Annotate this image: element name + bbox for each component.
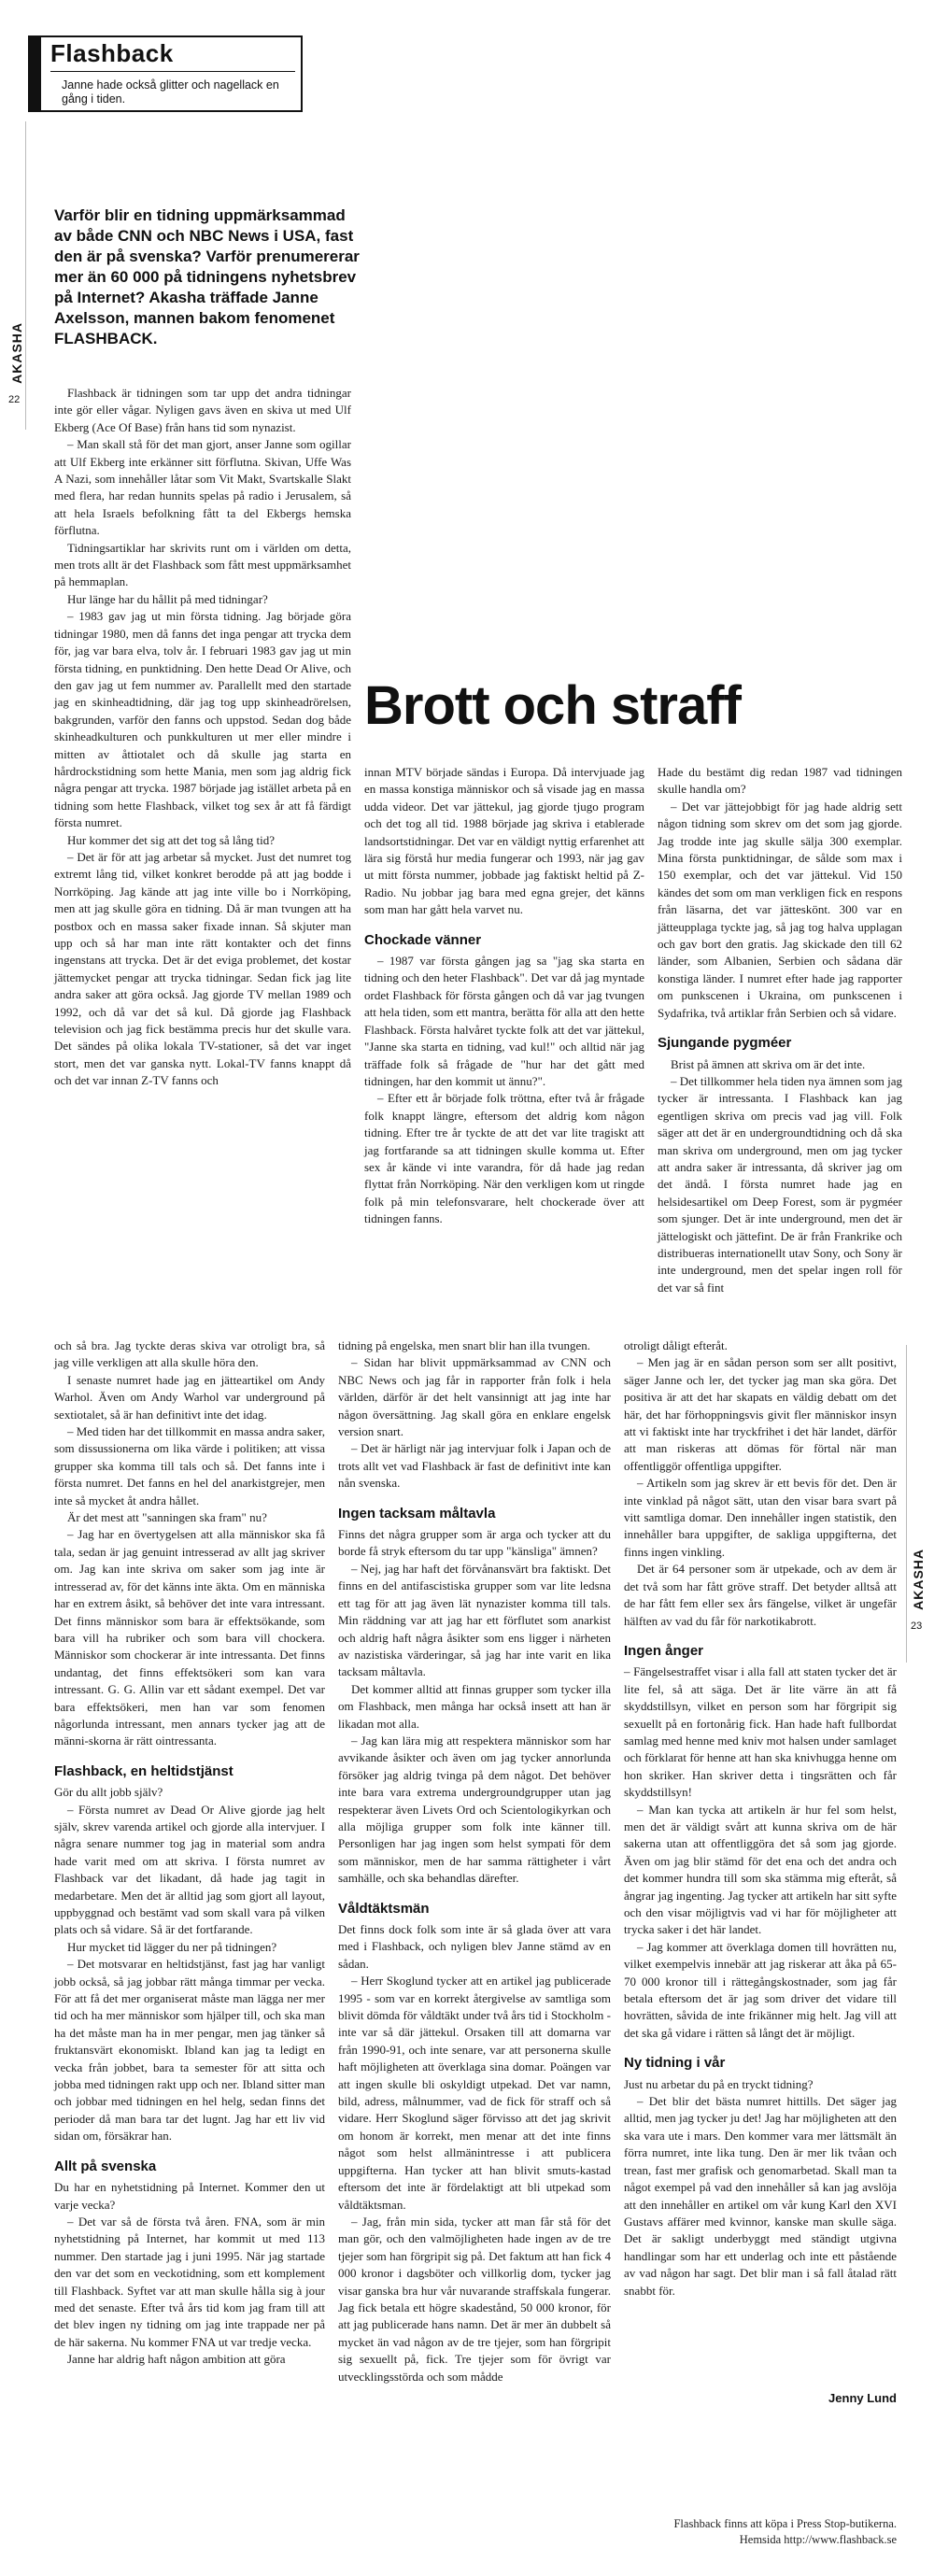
paragraph: – Det var jättejobbigt för jag hade aldrig sett någon tidning som skrev om det som jag gjorde. Jag trodde inte jag skulle sälja 300 exemplar. Mina första punktidningar, de sålde som max i 150 exemplar, och det var jättekul. Vid 150 kändes det som om man verkligen fick en respons från läsarna, det var jätteskönt. 300 var en jätteupplaga tyckte jag, så jag tog halva upplagan och gav bort den gratis. Jag skickade den till 62 länder, som Albanien, Serbien och sådana där konstiga länder. I numret efter hade jag rapporter om punkscenen i Ukraina, om punkscenen i Sydafrika, två artiklar från Serbien och så vidare. xyxy=(658,799,902,1020)
paragraph: Hade du bestämt dig redan 1987 vad tidningen skulle handla om? xyxy=(658,765,902,797)
paragraph: – Första numret av Dead Or Alive gjorde jag helt själv, skrev varenda artikel och gjorde alla intervjuer. I några senare nummer tog jag in material som andra hade varit med om att skriva. I första numret av Flashback var det likadant, då hade jag tagit in medarbetare. Men det är alltid jag som gjort all layout, uppbyggnad och bestämt vad som skall vara på vilken plats och så vidare. Så är det fortfarande. xyxy=(54,1802,325,1937)
author-credit: Jenny Lund xyxy=(828,2391,897,2405)
page-number-left: 22 xyxy=(8,394,21,405)
paragraph: otroligt dåligt efteråt. xyxy=(624,1338,728,1352)
paragraph: Flashback är tidningen som tar upp det andra tidningar inte gör eller vågar. Nyligen gavs även en skiva ut med Ulf Ekberg (Ace Of Base) från hans tid som nynazist. xyxy=(54,386,351,434)
paragraph: Hur mycket tid lägger du ner på tidningen? xyxy=(67,1939,277,1954)
header-divider xyxy=(50,71,295,72)
subheading: Ingen tacksam måltavla xyxy=(338,1505,496,1522)
paragraph: – Det är härligt när jag intervjuar folk i Japan och de trots allt vet vad Flashback är fast de definitivt inte kan nån svenska. xyxy=(338,1441,611,1491)
paragraph: – Fängelsestraffet visar i alla fall att staten tycker det är lite fel, så att säga. Det är lite värre än att få skyddstillsyn, vilket en person som har förgripit sig sexuellt på en fortonårig fick. Han hade haft fullbordat samlag med henne med kniv mot halsen under samlaget och förklarat för henne att han ska knivhugga henne om hon skriker. Han skriver detta i tingsrätten och får skyddstillsyn! xyxy=(624,1664,897,1800)
article-column-1 xyxy=(54,385,351,1090)
paragraph: – Nej, jag har haft det förvånansvärt bra faktiskt. Det finns en del antifascistiska grupper som var lite ledsna ett tag för att jag även lät nynazister komma till tals. Min räddning var att jag har ett förflutet som anarkist och aldrig haft några åsikter som ens ligger i närheten av nazistiska värderingar, så jag har inte varit en lika tacksam måltavla. xyxy=(338,1561,611,1679)
paragraph: – Artikeln som jag skrev är ett bevis för det. Den är inte vinklad på något sätt, utan den visar bara svart på vitt samtliga domar. Den innehåller ingen statistik, den innehåller bara uppgifter, de sakliga uppgifterna, det finns ingen vinkling. xyxy=(624,1476,897,1559)
paragraph: Tidningsartiklar har skrivits runt om i världen om detta, men trots allt är det Flashback som fått mest uppmärksamhet på hemmaplan. xyxy=(54,540,351,589)
section-header xyxy=(28,35,303,112)
paragraph: – Herr Skoglund tycker att en artikel jag publicerade 1995 - som var en korrekt återgivelse av samtliga som blivit dömda för våldtäkt under två års tid i Stockholm - inte var så där jättekul. Orsaken till att domarna var från 1990-91, och inte senare, var att personerna skulle haft möjligheten att överklaga sina domar. Poängen var att ingen skulle bli oskyldigt utpekad. Det var namn, bild, adress, målnummer, vad de fick för straff och så vidare. Herr Skoglund säger förvisso att det jag skrivit om honom är korrekt, men menar att det inte finns något som helst allmänintresse i att publicera uppgifterna. Han tycker att han blivit smuts-kastad eftersom det inte är fördelaktigt att bli utpekad som våldtäktsman. xyxy=(338,1974,611,2212)
paragraph: Brist på ämnen att skriva om är det inte. xyxy=(671,1056,866,1071)
subheading: Chockade vänner xyxy=(364,931,482,948)
paragraph: Hur kommer det sig att det tog så lång tid? xyxy=(67,832,276,847)
page-number-right: 23 xyxy=(911,1621,923,1632)
paragraph: Hur länge har du hållit på med tidningar? xyxy=(67,591,268,606)
article-column-2 xyxy=(364,764,644,1228)
article-column-6 xyxy=(624,1338,897,2300)
paragraph: Är det mest att "sanningen ska fram" nu? xyxy=(67,1510,267,1525)
subheading: Flashback, en heltidstjänst xyxy=(54,1762,234,1779)
paragraph: – Det är för att jag arbetar så mycket. Just det numret tog extremt lång tid, vilket konkret berodde på att jag bodde i Norrköping. Jag kände att jag inte ville bo i Norrköping, men att jag skulle göra en tidning. Då är man tvungen att ha postbox och en massa saker fixade innan. Så skjuter man upp och så har man inte rätt kontakter och det finns ingenstans att trycka. Det är det eviga problemet, det kostar jättemycket pengar att trycka tidningar. Sedan fick jag lite andra saker att göra också. Jag gjorde TV mellan 1989 och 1992, och då var det så kul. Då gjorde jag Flashback television och jag fick bestämma precis hur det skulle vara. Det sändes på olika lokala TV-stationer, så det var inget stort, men det var ganska nytt. Lokal-TV fanns knappt då och det var innan Z-TV fanns och xyxy=(54,849,351,1088)
paragraph: – Sidan har blivit uppmärksammad av CNN och NBC News och jag får in rapporter från folk i hela världen, därför är det helt vansinnigt att jag inte har någon översättning. Jag skall göra en enklare engelsk version snart. xyxy=(338,1355,611,1439)
paragraph: Gör du allt jobb själv? xyxy=(54,1785,163,1800)
paragraph: – Efter ett år började folk tröttna, efter två år frågade folk knappt längre, eftersom det aldrig kom någon tidning. Efter tre år tyckte de att det var lite tragiskt att jag fortfarande sa att tidningen skulle komma ut. Efter sex år kände vi inte varandra, för då hade jag redan flyttat från Norrköping. När den verkligen kom ut ringde folk på min telefonsvarare, helt chockerade över att tidningen fanns. xyxy=(364,1091,644,1226)
article-column-3 xyxy=(658,764,902,1296)
paragraph: – Man skall stå för det man gjort, anser Janne som ogillar att Ulf Ekberg inte erkänner sitt förflutna. Skivan, Uffe Was A Nazi, som innehåller låtar som Vit Makt, Svartskalle Slakt med flera, har redan hunnits spelas på radio i Jerusalem, så att hela Israels befolkning fått ta del Ekbergs hemska förflutna. xyxy=(54,437,351,538)
paragraph: – Det tillkommer hela tiden nya ämnen som jag tycker är intressanta. I Flashback kan jag egentligen skriva om precis vad jag vill. Folk säger att det är en undergroundtidning och då ska man skriva om underground, men om jag tycker att andra saker är intressanta, då skriver jag om det ändå. I första numret hade jag en helsidesartikel om Deep Forest, som är pygméer som sjunger. Det är inte underground, men det är jättelogiskt och jättefint. De är från Frankrike och distribueras internationellt utav Sony, och Sony är inte underground, men det spelar ingen roll för det var så fint xyxy=(658,1073,902,1295)
subheading: Ingen ånger xyxy=(624,1642,704,1659)
header-accent-bar xyxy=(30,37,41,110)
paragraph: – Jag kommer att överklaga domen till hovrätten nu, vilket exempelvis innebär att jag riskerar att åka på 65-70 000 kronor till i rättegångskostnader, som jag får betala eftersom det är jag som driver det vidare till hovrätten, såvida de inte frikänner mig helt. Jag vill att det ska gå vidare i rätten så långt det är möjligt. xyxy=(624,1939,897,2040)
paragraph: Det finns dock folk som inte är så glada över att vara med i Flashback, och nyligen blev Janne stämd av en sådan. xyxy=(338,1922,611,1971)
magazine-logo-right: AKASHA xyxy=(911,1549,926,1610)
paragraph: Det är 64 personer som är utpekade, och av dem är det två som har fått gröve straff. Det betyder alltså att de har fått fem eller sex års fängelse, vilket är ungefär hälften av vad du får för narkotikabrott. xyxy=(624,1562,897,1628)
article-headline: Brott och straff xyxy=(364,675,741,736)
paragraph: – 1983 gav jag ut min första tidning. Jag började göra tidningar 1980, men då fanns det inga pengar att trycka dem för, jag var bara elva, tolv år. I februari 1983 gav jag ut min första tidning, en punktidning. Den hette Dead Or Alive, och den gav jag ut fem nummer av. Parallellt med den startade jag en skinheadtidning, där jag tog upp skinheadrörelsen, bakgrunden, varför den fanns och uppstod. Sedan dog både skinheadkulturen och punkkulturen ut mer eller mindre i mitten av åttiotalet och då skulle jag starta en hårdrockstidning som hette Mania, men som jag aldrig fick några pengar att trycka. 1987 började jag istället arbeta på en tidning som hette Flashback, vilket tog sex år att få färdigt första numret. xyxy=(54,609,351,830)
paragraph: – Det blir det bästa numret hittills. Det säger jag alltid, men jag tycker ju det! Jag har möjligheten att den ska vara ute i mars. Den kommer vara mer lättsmält än förra numret, inte lika tung. Den är mer lik tvåan och trean, fast mer grafisk och genomarbetad. Skall man ta något exempel på vad den innehåller så kan jag avslöja att den innehåller en artikel om vår kung Karl den XVI Gustavs affärer med kvinnor, kanske man skulle säga. Det är sakligt underbyggt med ständigt utgivna handlingar som har ett underlag och inte ett påstående av vad någon har sagt. Det blir man i så fall åtalad rätt snabbt för. xyxy=(624,2094,897,2298)
paragraph: Janne har aldrig haft någon ambition att göra xyxy=(67,2352,286,2367)
magazine-logo-left: AKASHA xyxy=(9,322,24,384)
paragraph: – Det motsvarar en heltidstjänst, fast jag har vanligt jobb också, så jag jobbar rätt många timmar per vecka. För att få det mer organiserat måste man lägga ner mer tid och ha mer människor som hjälper till, och ska man ha det måste man ha in mer pengar, men jag tänker så fruktansvärt ekonomiskt. Ibland kan jag ta ledigt en vecka från jobbet, bara ta semester för att sitta och jobba med tidningen rakt upp och ner. Ibland sitter man och jobbar med tidningen en hel helg, sedan finns det perioder då man bara tar det lugnt. Jag har ett liv vid sidan om, försäkrar han. xyxy=(54,1957,325,2144)
left-margin-rule xyxy=(25,121,26,430)
paragraph: – Det var så de första två åren. FNA, som är min nyhetstidning på Internet, har kommit ut med 113 nummer. Den startade jag i juni 1995. När jag startade den var det som en veckotidning, som ett komplement till Flashback. Syftet var att man skulle hålla sig à jour med det senaste. Efter två års tid kom jag fram till att det blev ingen ny tidning om jag inte trappade ner på de här sakerna. Nu kommer FNA ut var tredje vecka. xyxy=(54,2214,325,2349)
paragraph: Det kommer alltid att finnas grupper som tycker illa om Flashback, men många har också insett att han är likadan mot alla. xyxy=(338,1681,611,1731)
subheading: Sjungande pygméer xyxy=(658,1035,792,1052)
article-intro: Varför blir en tidning uppmärksammad av både CNN och NBC News i USA, fast den är på svenska? Varför prenumererar mer än 60 000 på tidningens nyhetsbrev på Internet? Akasha träffade Janne Axelsson, mannen bakom fenomenet FLASHBACK. xyxy=(54,206,360,347)
paragraph: tidning på engelska, men snart blir han illa tvungen. xyxy=(338,1338,591,1352)
subheading: Ny tidning i vår xyxy=(624,2055,726,2072)
footer-purchase-note: Flashback finns att köpa i Press Stop-butikerna. xyxy=(673,2517,897,2530)
paragraph: – Men jag är en sådan person som ser allt positivt, säger Janne och ler, det tycker jag man ska göra. Det positiva är att det har skapats en väldig debatt om det här, det har förhoppningsvis givit fler människor insyn att vi faktiskt inte har tryckfrihet i det här landet, därför att man riskeras att dömas för förtal när man offentliggör offentliga uppgifter. xyxy=(624,1355,897,1473)
section-title: Flashback xyxy=(50,39,174,67)
subheading: Allt på svenska xyxy=(54,2158,157,2174)
page-footer xyxy=(624,2516,897,2548)
paragraph: Just nu arbetar du på en tryckt tidning? xyxy=(624,2076,814,2091)
section-caption: Janne hade också glitter och nagellack en gång i tiden. xyxy=(62,78,279,106)
article-column-5 xyxy=(338,1338,611,2385)
paragraph: I senaste numret hade jag en jätteartikel om Andy Warhol. Även om Andy Warhol var underground på sextiotalet, så är han definitivt inte det idag. xyxy=(54,1372,325,1422)
paragraph: innan MTV började sändas i Europa. Då intervjuade jag en massa konstiga människor och så visade jag en massa udda videor. Det var jättekul, jag gjorde tjugo program och det tog all tid. 1988 började jag skriva i etablerade landsortstidningar. Det var en väldigt nyttig erfarenhet att lära sig förstå hur media fungerar och 1993, när jag gav ut mitt första nummer, jobbade jag faktiskt heltid på Z-Radio. Nu jobbar jag bara med egna grejer, det känns som man har gått hela varvet nu. xyxy=(364,765,644,917)
paragraph: – 1987 var första gången jag sa "jag ska starta en tidning och den heter Flashback". Det var då jag myntade ordet Flashback för första gången och då var jag tvungen att hela tiden, som ett mantra, berätta för alla att den hette Flashback. Första halvåret tyckte folk att det var jättekul, "Janne ska starta en tidning, vad kul!" och alltid när jag träffade folk så frågade de "hur har det gått med tidningen, har den kommit ut ännu?". xyxy=(364,954,644,1088)
paragraph: – Jag kan lära mig att respektera människor som har avvikande åsikter och även om jag tycker annorlunda försöker jag aldrig tvinga på dem något. Det behöver inte bara vara extrema undergroundgrupper utan jag respekterar även Livets Ord och Scientologikyrkan och alla möjliga grupper som folk inte känner till. Personligen har jag ingen som helst sympati för dem som människor, men de har samma rättigheter i vårt samhälle, och ska behandlas därefter. xyxy=(338,1733,611,1886)
paragraph: och så bra. Jag tyckte deras skiva var otroligt bra, så jag ville verkligen att alla skulle höra den. xyxy=(54,1338,325,1370)
subheading: Våldtäktsmän xyxy=(338,1900,430,1917)
paragraph: Du har en nyhetstidning på Internet. Kommer den ut varje vecka? xyxy=(54,2180,325,2212)
paragraph: – Med tiden har det tillkommit en massa andra saker, som dissussionerna om lika värde i politiken; att vissa grupper ska komma till tals och så. Det fanns inte i första numret. Det fanns en hel del anarkistgrejer, men inte så mycket åt andra hållet. xyxy=(54,1424,326,1507)
paragraph: – Jag har en övertygelsen att alla människor ska få tala, sedan är jag genuint intresserad av allt jag skriver om. Jag kan inte skriva om saker som jag inte är intresserad av, för det känns inte äkta. Om en människa har en extrem åsikt, så behöver det inte vara intressant. Det finns människor som bara är effektsökande, som bara vill ha rubriker och som bara vill chockera. Människor som chockerar är inte intressanta. Det finns undantag, det finns effektsökeri som kan vara intressant. G. G. Allin var ett sådant exempel. Det var bara effektsökeri, men han var som fenomen någorlunda intressant, men annars tycker jag att de männi-skorna är rätt ointressanta. xyxy=(54,1527,325,1748)
article-column-4 xyxy=(54,1338,325,2369)
paragraph: – Jag, från min sida, tycker att man får stå för det man gör, och den valmöjligheten hade ingen av de tre tjejer som han förgripit sig på. Det faktum att han fick 4 000 kronor i dagsböter och villkorlig dom, tycker jag visar ganska bra hur vår nuvarande straffskala fungerar. Jag fick betala ett högre skadestånd, 50 000 kronor, för att jag publicerade hans namn. Det är mer än dubbelt så mycket än vad någon av de tre tjejer, som han förgripit sig sexuellt på, fick. Tre tjejer som för övrigt var utvecklingsstörda och som mådde xyxy=(338,2214,611,2384)
footer-website: Hemsida http://www.flashback.se xyxy=(739,2533,897,2546)
paragraph: Finns det några grupper som är arga och tycker att du borde få stryk eftersom du tar upp "känsliga" ämnen? xyxy=(338,1527,611,1559)
right-margin-rule xyxy=(906,1345,907,1663)
paragraph: – Man kan tycka att artikeln är hur fel som helst, men det är väldigt svårt att kunna skriva om de här sakerna utan att offentliggöra det så som jag gjorde. Även om jag blir stämd för det ena och det andra och det kommer hundra till som ska stämma mig efteråt, så ångrar jag ingenting. Jag tycker att artikeln har sitt syfte och den visar möjligtvis vad vi har för möjligheter att trycka saker i det här landet. xyxy=(624,1802,897,1937)
